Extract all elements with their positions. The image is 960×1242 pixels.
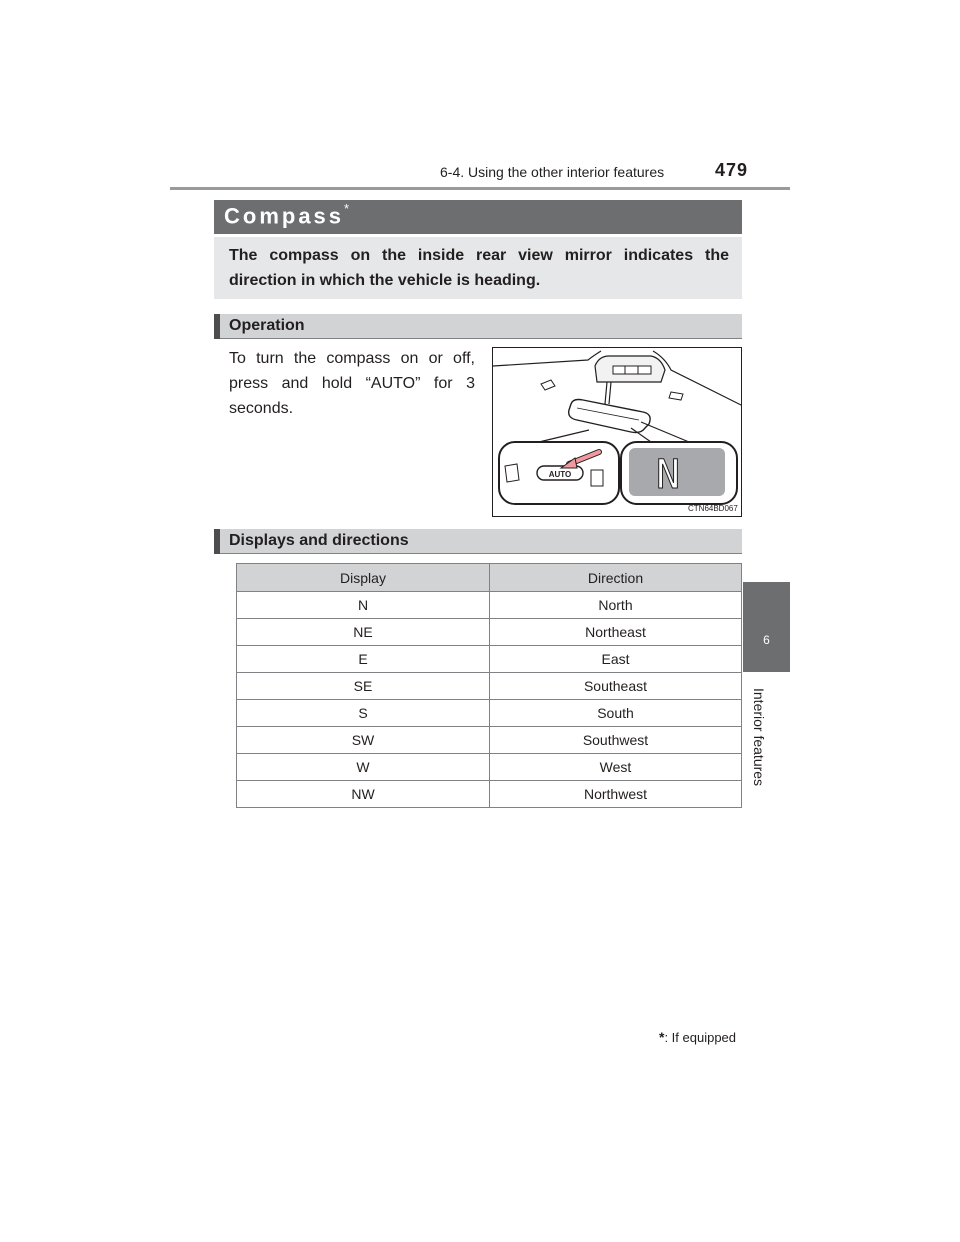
table-header-row xyxy=(237,564,742,592)
column-header-direction: Direction xyxy=(490,564,742,592)
column-header-display: Display xyxy=(237,564,490,592)
directions-table xyxy=(236,563,742,808)
auto-button-label: AUTO xyxy=(548,470,572,479)
direction-cell: Southwest xyxy=(490,727,742,754)
compass-display-letter: N xyxy=(655,452,681,498)
equipped-marker: * xyxy=(344,201,350,216)
direction-cell: West xyxy=(490,754,742,781)
table-row xyxy=(237,727,742,754)
display-cell: E xyxy=(237,646,490,673)
chapter-number: 6 xyxy=(763,633,770,647)
subhead-operation-text: Operation xyxy=(229,317,305,334)
direction-cell: Southeast xyxy=(490,673,742,700)
header-rule xyxy=(170,187,790,190)
direction-cell: South xyxy=(490,700,742,727)
table-row xyxy=(237,619,742,646)
direction-cell: Northwest xyxy=(490,781,742,808)
display-cell: SE xyxy=(237,673,490,700)
page-title xyxy=(224,203,349,229)
display-cell: W xyxy=(237,754,490,781)
table-row xyxy=(237,754,742,781)
display-cell: N xyxy=(237,592,490,619)
operation-text: To turn the compass on or off, press and hold “AUTO” for 3 seconds. xyxy=(229,350,475,417)
table-row xyxy=(237,673,742,700)
mirror-illustration xyxy=(492,347,742,517)
table-row xyxy=(237,592,742,619)
intro-box xyxy=(214,237,742,299)
page-title-text: Compass xyxy=(224,203,345,229)
chapter-tab xyxy=(743,582,790,672)
intro-text: The compass on the inside rear view mirror indicates the direction in which the vehicle is heading. xyxy=(229,247,729,289)
direction-cell: Northeast xyxy=(490,619,742,646)
table-row xyxy=(237,781,742,808)
page-number: 479 xyxy=(715,160,749,180)
subhead-operation xyxy=(214,314,742,339)
display-cell: S xyxy=(237,700,490,727)
table-row xyxy=(237,646,742,673)
title-bar xyxy=(214,200,742,234)
subhead-displays-text: Displays and directions xyxy=(229,532,409,549)
display-cell: NE xyxy=(237,619,490,646)
section-title: 6-4. Using the other interior features xyxy=(440,164,665,180)
subhead-displays xyxy=(214,529,742,554)
subhead-bar xyxy=(214,529,220,554)
footnote xyxy=(659,1029,736,1045)
mirror-drawing xyxy=(493,348,742,517)
illustration-code: CTN64BD067 xyxy=(688,504,738,513)
display-cell: NW xyxy=(237,781,490,808)
chapter-label-text: Interior features xyxy=(751,688,767,787)
direction-cell: North xyxy=(490,592,742,619)
footnote-text: : If equipped xyxy=(664,1030,737,1045)
subhead-bar xyxy=(214,314,220,339)
display-cell: SW xyxy=(237,727,490,754)
table-row xyxy=(237,700,742,727)
footnote-marker: * xyxy=(659,1029,665,1045)
direction-cell: East xyxy=(490,646,742,673)
